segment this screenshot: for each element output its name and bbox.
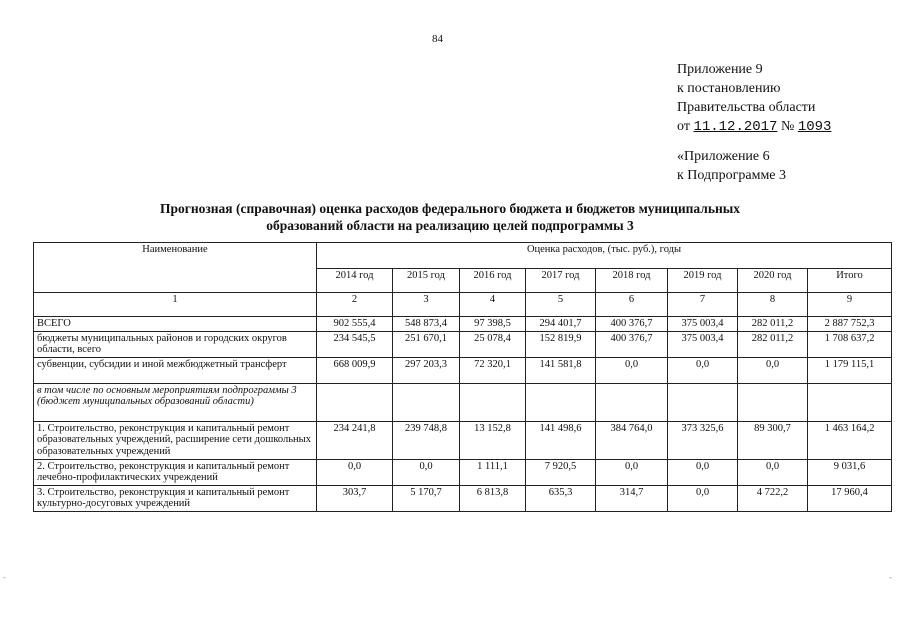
scan-edge-mark-left: - [3,572,6,582]
row-value: 400 376,7 [596,331,668,357]
row-value [317,383,393,421]
row-value [596,383,668,421]
row-value: 375 003,4 [668,317,738,332]
row-value: 7 920,5 [526,459,596,485]
table-row [34,331,892,357]
year-header-1: 2014 год [317,269,393,293]
row-value [460,383,526,421]
row-value: 141 498,6 [526,421,596,459]
row-value: 375 003,4 [668,331,738,357]
row-value: 6 813,8 [460,485,526,511]
year-header-3: 2016 год [460,269,526,293]
row-value: 13 152,8 [460,421,526,459]
row-value: 0,0 [668,485,738,511]
row-value: 89 300,7 [738,421,808,459]
row-value: 4 722,2 [738,485,808,511]
row-value: 72 320,1 [460,357,526,383]
row-value: 0,0 [596,459,668,485]
row-value: 282 011,2 [738,331,808,357]
row-label: 2. Строительство, реконструкция и капитальный ремонт лечебно-профилактических учреждений [34,459,317,485]
document-title-line-1: Прогнозная (справочная) оценка расходов федерального бюджета и бюджетов муниципальных [159,201,741,216]
row-value: 400 376,7 [596,317,668,332]
row-value: 373 325,6 [668,421,738,459]
appendix-date-line [677,117,831,137]
row-label: ВСЕГО [34,317,317,332]
table-row [34,421,892,459]
row-value: 0,0 [393,459,460,485]
appendix-line-3: Правительства области [677,100,816,115]
appendix-six-line-1: «Приложение 6 [677,149,770,164]
column-number-9: 9 [808,293,892,317]
row-label: 3. Строительство, реконструкция и капитальный ремонт культурно-досуговых учреждений [34,485,317,511]
row-value: 314,7 [596,485,668,511]
row-value: 0,0 [668,357,738,383]
row-value [526,383,596,421]
year-header-8: Итого [808,269,892,293]
date-prefix: от [677,119,690,134]
table-row [34,383,892,421]
budget-table [33,242,892,512]
scan-edge-mark-right: - [889,572,892,582]
table-row [34,459,892,485]
year-header-5: 2018 год [596,269,668,293]
column-number-2: 2 [317,293,393,317]
appendix-six-line-2: к Подпрограмме 3 [677,168,787,183]
row-value: 0,0 [668,459,738,485]
table-body [34,317,892,512]
row-value [393,383,460,421]
row-label: субвенции, субсидии и иной межбюджетный трансферт [34,357,317,383]
row-value: 297 203,3 [393,357,460,383]
resolution-date: 11.12.2017 [693,119,778,135]
row-value: 239 748,8 [393,421,460,459]
page-number: 84 [432,33,443,45]
row-value: 1 111,1 [460,459,526,485]
row-value: 5 170,7 [393,485,460,511]
year-header-7: 2020 год [738,269,808,293]
appendix-block [677,60,831,137]
row-value: 0,0 [596,357,668,383]
row-value: 294 401,7 [526,317,596,332]
row-value: 548 873,4 [393,317,460,332]
column-number-4: 4 [460,293,526,317]
column-number-1: 1 [34,293,317,317]
column-number-row [34,293,892,317]
row-value: 234 241,8 [317,421,393,459]
row-value: 25 078,4 [460,331,526,357]
row-value: 234 545,5 [317,331,393,357]
row-value: 1 708 637,2 [808,331,892,357]
name-column-header: Наименование [34,243,317,293]
row-value: 97 398,5 [460,317,526,332]
appendix-line-2: к постановлению [677,81,781,96]
year-header-4: 2017 год [526,269,596,293]
row-value: 9 031,6 [808,459,892,485]
column-number-7: 7 [668,293,738,317]
row-value: 1 179 115,1 [808,357,892,383]
document-title [40,200,860,234]
column-number-5: 5 [526,293,596,317]
column-number-8: 8 [738,293,808,317]
year-header-2: 2015 год [393,269,460,293]
year-header-6: 2019 год [668,269,738,293]
row-label: в том числе по основным мероприятиям подпрограммы 3 (бюджет муниципальных образований области) [34,383,317,421]
row-value: 17 960,4 [808,485,892,511]
row-value: 668 009,9 [317,357,393,383]
row-value [738,383,808,421]
row-value: 902 555,4 [317,317,393,332]
row-value: 2 887 752,3 [808,317,892,332]
row-value: 384 764,0 [596,421,668,459]
document-title-line-2: образований области на реализацию целей подпрограммы 3 [266,218,634,233]
appendix-six-block [677,147,786,185]
row-value: 152 819,9 [526,331,596,357]
appendix-line-1: Приложение 9 [677,62,763,77]
table-row [34,485,892,511]
row-value: 0,0 [317,459,393,485]
row-value: 0,0 [738,459,808,485]
row-value: 282 011,2 [738,317,808,332]
column-number-6: 6 [596,293,668,317]
number-sign: № [780,119,795,134]
estimate-group-header: Оценка расходов, (тыс. руб.), годы [317,243,892,269]
row-label: бюджеты муниципальных районов и городских округов области, всего [34,331,317,357]
column-number-3: 3 [393,293,460,317]
row-value [668,383,738,421]
table-row [34,317,892,332]
row-value: 251 670,1 [393,331,460,357]
row-value: 141 581,8 [526,357,596,383]
row-value: 1 463 164,2 [808,421,892,459]
resolution-number: 1093 [797,119,832,135]
row-value: 303,7 [317,485,393,511]
row-label: 1. Строительство, реконструкция и капитальный ремонт образовательных учреждений, расширение сети дошкольных образовательных учреждений [34,421,317,459]
table-row [34,357,892,383]
row-value: 635,3 [526,485,596,511]
row-value [808,383,892,421]
row-value: 0,0 [738,357,808,383]
